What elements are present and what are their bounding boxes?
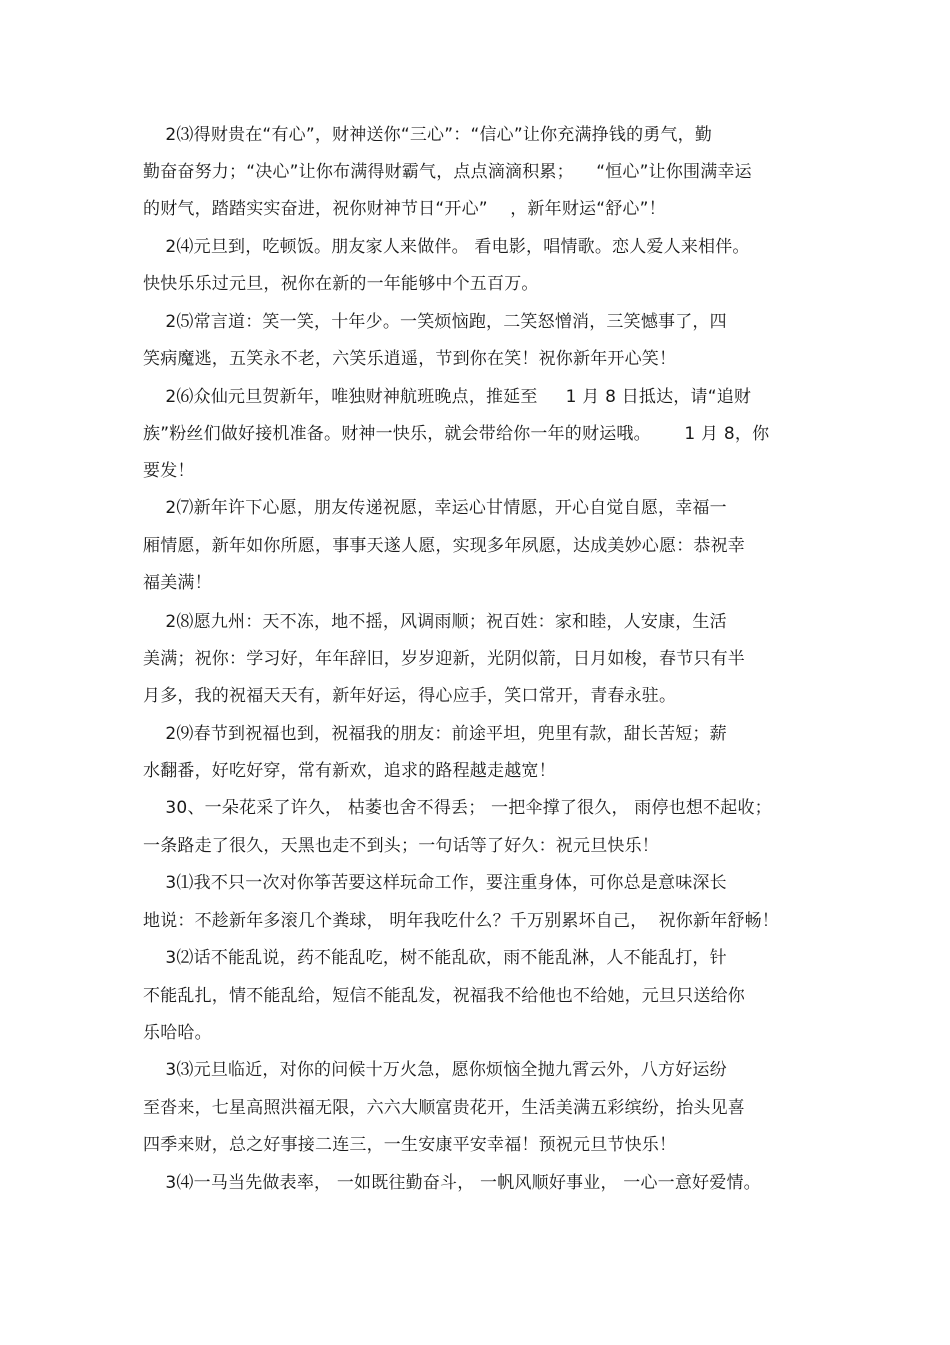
text-line: 四季来财，总之好事接二连三，一生安康平安幸福！预祝元旦节快乐！: [143, 1135, 677, 1155]
text-line: 2⑺新年许下心愿，朋友传递祝愿，幸运心甘情愿，开心自觉自愿，幸福一: [143, 498, 727, 518]
text-line: 厢情愿，新年如你所愿，事事天遂人愿，实现多年夙愿，达成美妙心愿：恭祝幸: [143, 536, 745, 556]
text-line: 地说：不趁新年多滚几个粪球， 明年我吃什么？千万别累坏自己， 祝你新年舒畅！: [143, 911, 780, 931]
text-line: 不能乱扎，情不能乱给，短信不能乱发，祝福我不给他也不给她，元旦只送给你: [143, 986, 745, 1006]
text-line: 3⑴我不只一次对你筝苦要这样玩命工作，要注重身体，可你总是意味深长: [143, 873, 727, 893]
text-line: 30、一朵花采了许久， 枯萎也舍不得丢； 一把伞撑了很久， 雨停也想不起收；: [143, 798, 772, 818]
text-line: 的财气，踏踏实实奋进，祝你财神节日“开心” ，新年财运“舒心”！: [143, 199, 666, 219]
text-line: 2⑶得财贵在“有心”，财神送你“三心”：“信心”让你充满挣钱的勇气，勤: [143, 125, 713, 145]
text-line: 2⑸常言道：笑一笑，十年少。一笑烦恼跑，二笑怒憎消，三笑憾事了，四: [143, 312, 727, 332]
text-line: 2⑻愿九州：天不冻，地不摇，风调雨顺；祝百姓：家和睦，人安康，生活: [143, 612, 727, 632]
text-line: 笑病魔逃，五笑永不老，六笑乐逍遥，节到你在笑！祝你新年开心笑！: [143, 349, 677, 369]
text-line: 乐哈哈。: [143, 1023, 212, 1043]
text-line: 一条路走了很久，天黑也走不到头；一句话等了好久：祝元旦快乐！: [143, 836, 659, 856]
text-line: 福美满！: [143, 573, 212, 593]
text-line: 至沓来，七星高照洪福无限，六六大顺富贵花开，生活美满五彩缤纷，抬头见喜: [143, 1098, 745, 1118]
text-line: 3⑶元旦临近，对你的问候十万火急，愿你烦恼全抛九霄云外，八方好运纷: [143, 1060, 727, 1080]
text-line: 3⑵话不能乱说，药不能乱吃，树不能乱砍，雨不能乱淋，人不能乱打，针: [143, 948, 727, 968]
text-line: 月多，我的祝福天天有，新年好运，得心应手，笑口常开，青春永驻。: [143, 686, 677, 706]
text-line: 2⑷元旦到，吃顿饭。朋友家人来做伴。 看电影，唱情歌。恋人爱人来相伴。: [143, 237, 750, 257]
text-line: 2⑼春节到祝福也到，祝福我的朋友：前途平坦，兜里有款，甜长苦短；薪: [143, 724, 727, 744]
text-line: 水翻番，好吃好穿，常有新欢，追求的路程越走越宽！: [143, 761, 556, 781]
text-line: 2⑹众仙元旦贺新年，唯独财神航班晚点，推延至 1 月 8 日抵达，请“追财: [143, 387, 752, 407]
text-line: 族”粉丝们做好接机准备。财神一快乐，就会带给你一年的财运哦。 1 月 8，你: [143, 424, 770, 444]
text-line: 勤奋奋努力；“决心”让你布满得财霸气，点点滴滴积累； “恒心”让你围满幸运: [143, 162, 752, 182]
text-line: 快快乐乐过元旦，祝你在新的一年能够中个五百万。: [143, 274, 539, 294]
text-line: 美满；祝你：学习好，年年辞旧，岁岁迎新，光阴似箭，日月如梭，春节只有半: [143, 649, 745, 669]
text-line: 要发！: [143, 461, 195, 481]
text-line: 3⑷一马当先做表率， 一如既往勤奋斗， 一帆风顺好事业， 一心一意好爱情。: [143, 1173, 761, 1193]
